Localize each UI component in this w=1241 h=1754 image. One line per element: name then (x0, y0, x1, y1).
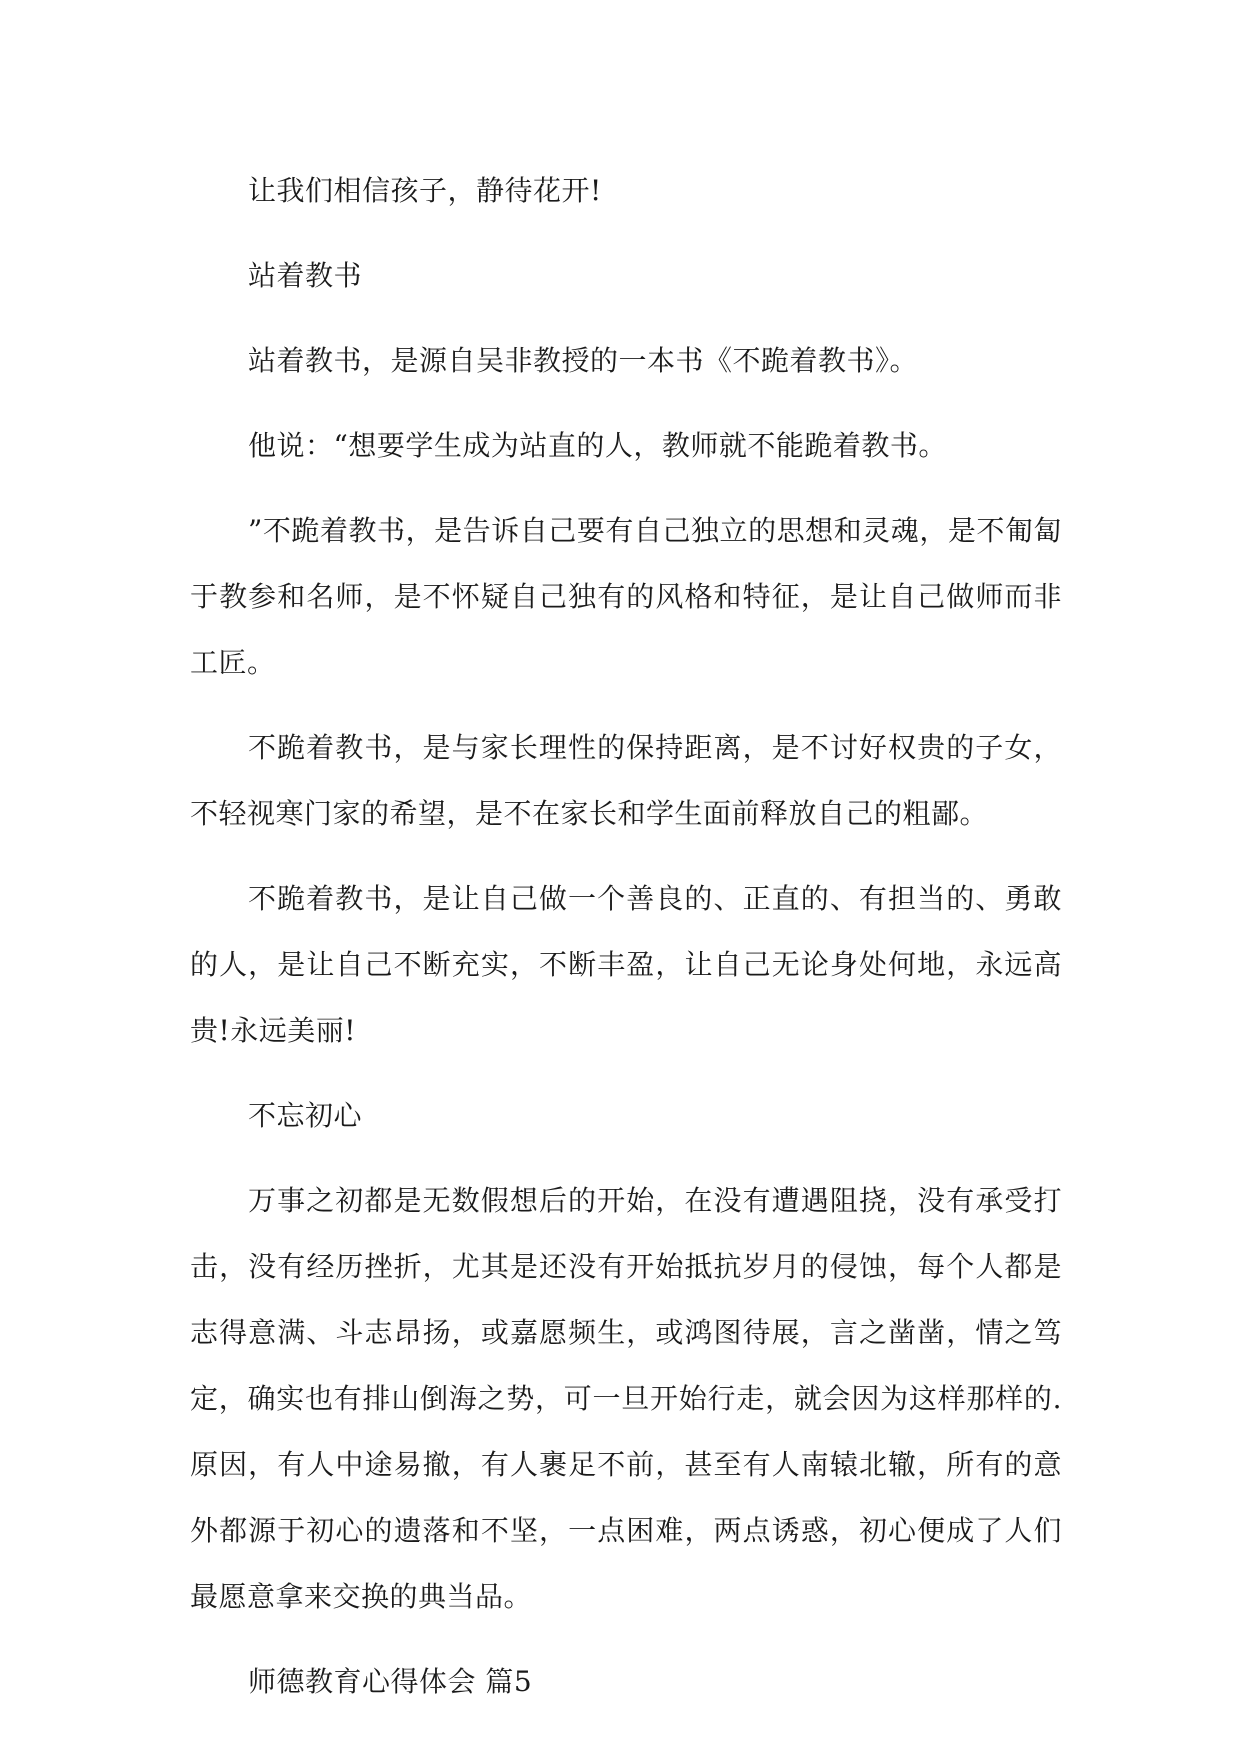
body-paragraph: 不跪着教书，是与家长理性的保持距离，是不讨好权贵的子女，不轻视寒门家的希望，是不在家长和学生面前释放自己的粗鄙。 (190, 731, 1062, 830)
body-paragraph: 万事之初都是无数假想后的开始，在没有遭遇阻挠，没有承受打击，没有经历挫折，尤其是还没有开始抵抗岁月的侵蚀，每个人都是志得意满、斗志昂扬，或嘉愿频生，或鸿图待展，言之凿凿，情之笃定，确实也有排山倒海之势，可一旦开始行走，就会因为这样那样的.原因，有人中途易撤，有人裹足不前，甚至有人南辕北辙，所有的意外都源于初心的遗落和不坚，一点困难，两点诱惑，初心便成了人们最愿意拿来交换的典当品。 (190, 1184, 1062, 1613)
article-heading: 师德教育心得体会 篇5 (248, 1665, 533, 1698)
body-paragraph: ”不跪着教书，是告诉自己要有自己独立的思想和灵魂，是不匍匐于教参和名师，是不怀疑自己独有的风格和特征，是让自己做师而非工匠。 (190, 514, 1062, 679)
document-body (190, 158, 1062, 1734)
section-heading-standing: 站着教书 (248, 259, 363, 292)
body-paragraph: 不跪着教书，是让自己做一个善良的、正直的、有担当的、勇敢的人，是让自己不断充实，不断丰盈，让自己无论身处何地，永远高贵!永远美丽! (190, 882, 1062, 1047)
body-paragraph: 站着教书，是源自吴非教授的一本书《不跪着教书》。 (248, 344, 919, 377)
section-heading-original-intention: 不忘初心 (248, 1099, 363, 1132)
closing-sentence: 让我们相信孩子，静待花开! (248, 174, 602, 207)
body-paragraph: 他说：“想要学生成为站直的人，教师就不能跪着教书。 (248, 429, 947, 462)
